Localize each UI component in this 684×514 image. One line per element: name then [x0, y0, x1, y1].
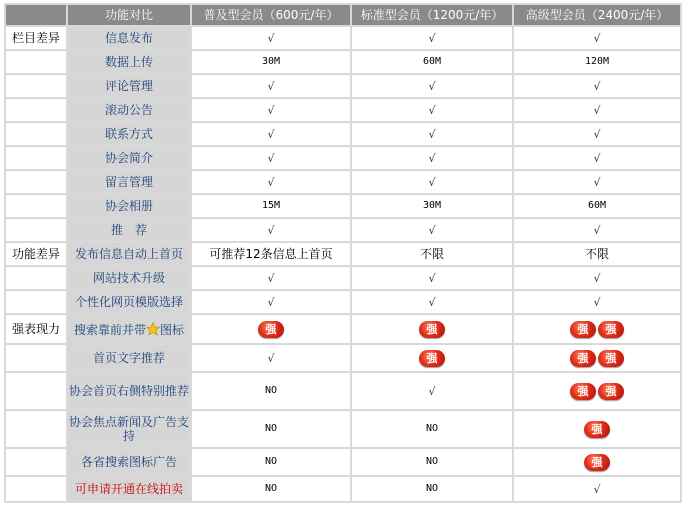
check-icon: √: [428, 223, 436, 237]
check-icon: √: [593, 103, 601, 117]
table-row: [6, 315, 680, 343]
feature-label-part: 搜索靠前并带: [73, 322, 146, 337]
section-empty: [6, 51, 66, 73]
feature-label: 协会相册: [68, 195, 190, 217]
header-feature: 功能对比: [68, 5, 190, 25]
value-cell: NO: [352, 411, 512, 447]
check-icon: √: [428, 103, 436, 117]
membership-comparison-table: [4, 3, 682, 503]
table-row: [6, 267, 680, 289]
table-row: [6, 27, 680, 49]
check-icon: √: [267, 175, 275, 189]
table-row: [6, 171, 680, 193]
check-icon: √: [593, 127, 601, 141]
check-icon: √: [267, 31, 275, 45]
check-icon: √: [267, 351, 275, 365]
table-row: [6, 291, 680, 313]
check-icon: √: [267, 295, 275, 309]
feature-label: 评论管理: [68, 75, 190, 97]
value-cell: 60M: [514, 195, 680, 217]
check-icon: √: [267, 151, 275, 165]
feature-label: 协会简介: [68, 147, 190, 169]
check-icon: √: [593, 31, 601, 45]
strong-badge-icon: 强: [570, 383, 596, 400]
section-empty: [6, 123, 66, 145]
table-row: [6, 477, 680, 501]
value-cell: 60M: [352, 51, 512, 73]
check-icon: √: [593, 295, 601, 309]
check-icon: √: [267, 127, 275, 141]
feature-label: 推 荐: [68, 219, 190, 241]
feature-label: 数据上传: [68, 51, 190, 73]
section-empty: [6, 449, 66, 475]
section-label-exposure: 强表现力: [6, 315, 66, 343]
strong-badge-icon: 强: [258, 321, 284, 338]
table-row: [6, 449, 680, 475]
strong-badge-icon: 强: [419, 321, 445, 338]
value-cell: NO: [192, 411, 350, 447]
check-icon: √: [428, 271, 436, 285]
value-cell: NO: [192, 477, 350, 501]
section-label-functions: 功能差异: [6, 243, 66, 265]
feature-label: 留言管理: [68, 171, 190, 193]
header-plan-advanced: 高级型会员（2400元/年）: [514, 5, 680, 25]
value-cell: 30M: [192, 51, 350, 73]
strong-badge-icon: 强: [598, 321, 624, 338]
section-empty: [6, 219, 66, 241]
table-row: [6, 243, 680, 265]
table-row: [6, 123, 680, 145]
check-icon: √: [267, 223, 275, 237]
star-icon: [146, 322, 160, 336]
check-icon: √: [593, 482, 601, 496]
section-empty: [6, 373, 66, 409]
table-row: [6, 373, 680, 409]
value-cell: NO: [352, 477, 512, 501]
check-icon: √: [428, 295, 436, 309]
feature-label: [68, 315, 190, 343]
feature-label: 首页文字推荐: [68, 345, 190, 371]
check-icon: √: [267, 271, 275, 285]
feature-label: 协会首页右侧特别推荐: [68, 373, 190, 409]
strong-badge-icon: 强: [570, 321, 596, 338]
check-icon: √: [267, 103, 275, 117]
table-row: [6, 99, 680, 121]
feature-label: 个性化网页模版选择: [68, 291, 190, 313]
value-cell: 120M: [514, 51, 680, 73]
check-icon: √: [593, 175, 601, 189]
strong-badge-icon: 强: [584, 454, 610, 471]
section-empty: [6, 477, 66, 501]
table-header-row: [6, 5, 680, 25]
strong-badge-icon: 强: [584, 421, 610, 438]
table-row: [6, 411, 680, 447]
header-blank: [6, 5, 66, 25]
section-empty: [6, 75, 66, 97]
check-icon: √: [267, 79, 275, 93]
check-icon: √: [428, 79, 436, 93]
table-row: [6, 219, 680, 241]
feature-label: 协会焦点新闻及广告支持: [68, 411, 190, 447]
section-empty: [6, 411, 66, 447]
section-empty: [6, 147, 66, 169]
check-icon: √: [428, 127, 436, 141]
check-icon: √: [593, 271, 601, 285]
value-cell: 30M: [352, 195, 512, 217]
table-row: [6, 51, 680, 73]
header-plan-basic: 普及型会员（600元/年）: [192, 5, 350, 25]
table-row: [6, 75, 680, 97]
value-cell: 15M: [192, 195, 350, 217]
table-row: [6, 345, 680, 371]
section-label-columns: 栏目差异: [6, 27, 66, 49]
value-cell: 可推荐12条信息上首页: [192, 243, 350, 265]
check-icon: √: [593, 79, 601, 93]
feature-label: 网站技术升级: [68, 267, 190, 289]
value-cell: NO: [192, 373, 350, 409]
feature-label: 信息发布: [68, 27, 190, 49]
feature-label: 联系方式: [68, 123, 190, 145]
feature-label-part: 图标: [160, 322, 185, 337]
feature-label: 发布信息自动上首页: [68, 243, 190, 265]
feature-label: 各省搜索图标广告: [68, 449, 190, 475]
check-icon: √: [428, 151, 436, 165]
check-icon: √: [428, 384, 436, 398]
value-cell: NO: [352, 449, 512, 475]
table-row: [6, 147, 680, 169]
value-cell: NO: [192, 449, 350, 475]
table-row: [6, 195, 680, 217]
section-empty: [6, 267, 66, 289]
section-empty: [6, 291, 66, 313]
strong-badge-icon: 强: [419, 350, 445, 367]
section-empty: [6, 99, 66, 121]
strong-badge-icon: 强: [598, 350, 624, 367]
check-icon: √: [593, 151, 601, 165]
value-cell: 不限: [352, 243, 512, 265]
feature-label-highlight: 可申请开通在线拍卖: [68, 477, 190, 501]
section-empty: [6, 195, 66, 217]
section-empty: [6, 171, 66, 193]
check-icon: √: [428, 31, 436, 45]
strong-badge-icon: 强: [598, 383, 624, 400]
check-icon: √: [428, 175, 436, 189]
header-plan-standard: 标准型会员（1200元/年）: [352, 5, 512, 25]
strong-badge-icon: 强: [570, 350, 596, 367]
value-cell: 不限: [514, 243, 680, 265]
check-icon: √: [593, 223, 601, 237]
section-empty: [6, 345, 66, 371]
feature-label: 滚动公告: [68, 99, 190, 121]
